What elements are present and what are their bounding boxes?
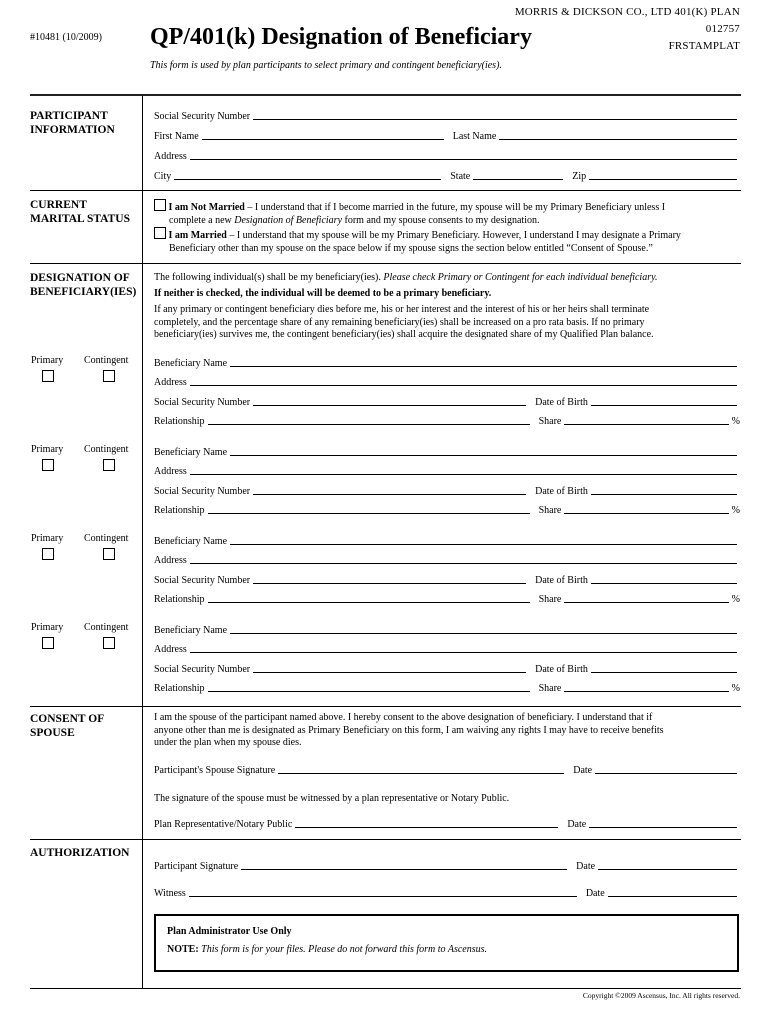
beneficiary-dob-label: Date of Birth — [535, 486, 588, 497]
participant-signature-label: Participant Signature — [154, 861, 239, 872]
witness-signature-row[interactable] — [154, 885, 740, 899]
beneficiary-ssn-field[interactable] — [253, 672, 526, 673]
witness-note: The signature of the spouse must be witnessed by a plan representative or Notary Public. — [154, 793, 510, 804]
beneficiary-share-field[interactable] — [564, 690, 728, 692]
beneficiary-relationship-label: Relationship — [154, 505, 205, 516]
not-married-label: I am Not Married — [168, 202, 245, 213]
beneficiary-name-field[interactable] — [230, 454, 737, 456]
beneficiary-share-label: Share — [538, 594, 562, 605]
beneficiary-name-label: Beneficiary Name — [154, 447, 228, 458]
designation-terms: If any primary or contingent beneficiary dies before me, his or her interest and the interest of his or her heirs shall terminate completely, and the percentage share of any remaining beneficiary(ies) shall be increased on a pro rata basis. If no primary beneficiary(ies) survives me, the contingent beneficiary(ies) shall acquire the designated share of my Qualified Plan balance. — [154, 304, 654, 340]
plan-number: 012757 — [705, 23, 740, 35]
beneficiary-dob-label: Date of Birth — [535, 575, 588, 586]
primary-checkbox-2[interactable] — [42, 459, 54, 471]
divider — [30, 988, 741, 989]
beneficiary-address-label: Address — [154, 377, 187, 388]
beneficiary-name-row-2[interactable] — [154, 444, 740, 458]
beneficiary-dob-label: Date of Birth — [535, 664, 588, 675]
beneficiary-ssn-field[interactable] — [253, 583, 526, 584]
beneficiary-relationship-field[interactable] — [208, 602, 530, 603]
ssn-label: Social Security Number — [154, 111, 251, 122]
not-married-option[interactable]: I am Not Married – I understand that if I become married in the future, my spouse will be my Primary Beneficiary unless I complete a new Designation of Beneficiary form and my spouse consents to my designation. — [154, 199, 740, 227]
plan-rep-signature-field[interactable] — [295, 827, 558, 828]
primary-checkbox-1[interactable] — [42, 370, 54, 382]
beneficiary-name-label: Beneficiary Name — [154, 625, 228, 636]
beneficiary-relationship-field[interactable] — [208, 691, 530, 692]
plan-rep-signature-row[interactable] — [154, 816, 740, 830]
admin-box-note: NOTE: This form is for your files. Please do not forward this form to Ascensus. — [167, 944, 488, 955]
primary-option-1[interactable]: Primary — [31, 355, 63, 366]
beneficiary-address-row-2[interactable] — [154, 463, 740, 477]
beneficiary-address-field[interactable] — [190, 651, 737, 653]
primary-option-3[interactable]: Primary — [31, 533, 63, 544]
primary-checkbox-3[interactable] — [42, 548, 54, 560]
beneficiary-ssn-field[interactable] — [253, 405, 526, 406]
beneficiary-ssn-dob-row-4[interactable] — [154, 661, 740, 675]
beneficiary-name-row-3[interactable] — [154, 533, 740, 547]
beneficiary-address-label: Address — [154, 555, 187, 566]
divider — [30, 190, 741, 191]
beneficiary-ssn-field[interactable] — [253, 494, 526, 495]
beneficiary-share-field[interactable] — [564, 512, 728, 514]
beneficiary-relationship-share-row-3[interactable] — [154, 591, 740, 605]
section-label-marital: CURRENT MARITAL STATUS — [30, 199, 131, 225]
beneficiary-address-row-4[interactable] — [154, 641, 740, 655]
beneficiary-share-field[interactable] — [564, 423, 728, 425]
beneficiary-address-row-3[interactable] — [154, 552, 740, 566]
beneficiary-address-row-1[interactable] — [154, 374, 740, 388]
spouse-date-field[interactable] — [595, 772, 737, 774]
beneficiary-name-label: Beneficiary Name — [154, 536, 228, 547]
name-fields[interactable] — [154, 128, 740, 142]
beneficiary-ssn-dob-row-3[interactable] — [154, 572, 740, 586]
beneficiary-ssn-label: Social Security Number — [154, 486, 251, 497]
beneficiary-dob-field[interactable] — [591, 671, 737, 673]
contingent-checkbox-3[interactable] — [103, 548, 115, 560]
beneficiary-address-label: Address — [154, 644, 187, 655]
plan-rep-date-field[interactable] — [589, 826, 737, 828]
state-label: State — [450, 171, 471, 182]
city-state-zip-fields[interactable] — [154, 168, 740, 182]
contingent-option-3[interactable]: Contingent — [84, 533, 128, 544]
married-checkbox[interactable] — [154, 227, 166, 239]
primary-checkbox-4[interactable] — [42, 637, 54, 649]
beneficiary-relationship-label: Relationship — [154, 594, 205, 605]
plan-header — [515, 4, 740, 55]
primary-option-2[interactable]: Primary — [31, 444, 63, 455]
married-label: I am Married — [168, 230, 227, 241]
ssn-field[interactable] — [154, 108, 740, 122]
beneficiary-relationship-share-row-4[interactable] — [154, 680, 740, 694]
participant-signature-row[interactable] — [154, 858, 740, 872]
zip-label: Zip — [572, 171, 587, 182]
designation-bold-note: If neither is checked, the individual will be deemed to be a primary beneficiary. — [154, 288, 492, 299]
beneficiary-share-field[interactable] — [564, 601, 728, 603]
zip-field[interactable] — [589, 178, 737, 180]
beneficiary-name-row-4[interactable] — [154, 622, 740, 636]
participant-date-field[interactable] — [598, 868, 737, 870]
witness-signature-field[interactable] — [189, 896, 577, 897]
beneficiary-name-field[interactable] — [230, 365, 737, 367]
form-number: #10481 (10/2009) — [30, 32, 102, 43]
address-label: Address — [154, 151, 187, 162]
contingent-option-4[interactable]: Contingent — [84, 622, 128, 633]
beneficiary-dob-field[interactable] — [591, 582, 737, 584]
witness-date-field[interactable] — [608, 895, 737, 897]
copyright: Copyright ©2009 Ascensus, Inc. All rights reserved. — [582, 991, 740, 1000]
section-label-consent: CONSENT OF SPOUSE — [30, 713, 105, 739]
divider — [30, 94, 741, 96]
consent-statement: I am the spouse of the participant named above. I hereby consent to the above designation of beneficiary. I understand that if anyone other than me is designated as Primary Beneficiary on this form, I am waiving any rights I may have to receive benefits under the plan when my spouse dies. — [154, 712, 664, 748]
last-name-field[interactable] — [499, 138, 737, 140]
last-name-label: Last Name — [452, 131, 497, 142]
beneficiary-name-label: Beneficiary Name — [154, 358, 228, 369]
company-plan-name: MORRIS & DICKSON CO., LTD 401(K) PLAN — [514, 6, 740, 18]
beneficiary-name-field[interactable] — [230, 543, 737, 545]
witness-date-label: Date — [585, 888, 605, 899]
beneficiary-ssn-label: Social Security Number — [154, 397, 251, 408]
not-married-checkbox[interactable] — [154, 199, 166, 211]
percent-sign: % — [731, 683, 740, 694]
beneficiary-share-label: Share — [538, 505, 562, 516]
divider — [30, 263, 741, 264]
divider — [30, 839, 741, 840]
beneficiary-name-row-1[interactable] — [154, 355, 740, 369]
beneficiary-address-field[interactable] — [190, 562, 737, 564]
form-code: FRSTAMPLAT — [668, 40, 740, 52]
contingent-option-1[interactable]: Contingent — [84, 355, 128, 366]
first-name-label: First Name — [154, 131, 199, 142]
spouse-signature-row[interactable] — [154, 762, 740, 776]
beneficiary-name-field[interactable] — [230, 632, 737, 634]
beneficiary-ssn-dob-row-1[interactable] — [154, 394, 740, 408]
primary-option-4[interactable]: Primary — [31, 622, 63, 633]
contingent-checkbox-1[interactable] — [103, 370, 115, 382]
admin-box-heading: Plan Administrator Use Only — [167, 926, 292, 937]
beneficiary-share-label: Share — [538, 416, 562, 427]
contingent-checkbox-4[interactable] — [103, 637, 115, 649]
beneficiary-dob-field[interactable] — [591, 493, 737, 495]
beneficiary-ssn-label: Social Security Number — [154, 575, 251, 586]
beneficiary-address-label: Address — [154, 466, 187, 477]
contingent-option-2[interactable]: Contingent — [84, 444, 128, 455]
section-label-authorization: AUTHORIZATION — [30, 847, 130, 859]
spouse-signature-field[interactable] — [278, 773, 564, 774]
plan-rep-label: Plan Representative/Notary Public — [154, 819, 293, 830]
section-label-participant: PARTICIPANT INFORMATION — [30, 110, 115, 136]
beneficiary-relationship-share-row-2[interactable] — [154, 502, 740, 516]
state-field[interactable] — [473, 179, 563, 180]
percent-sign: % — [731, 416, 740, 427]
participant-signature-field[interactable] — [241, 869, 567, 870]
beneficiary-relationship-field[interactable] — [208, 424, 530, 425]
beneficiary-relationship-label: Relationship — [154, 683, 205, 694]
section-label-designation: DESIGNATION OF BENEFICIARY(IES) — [30, 272, 137, 298]
page-subtitle: This form is used by plan participants to select primary and contingent beneficiary(ies). — [150, 60, 502, 71]
beneficiary-ssn-dob-row-2[interactable] — [154, 483, 740, 497]
page-title: QP/401(k) Designation of Beneficiary — [150, 24, 532, 50]
witness-label: Witness — [154, 888, 186, 899]
beneficiary-relationship-share-row-1[interactable] — [154, 413, 740, 427]
divider — [30, 706, 741, 707]
plan-rep-date-label: Date — [567, 819, 587, 830]
column-divider — [142, 96, 143, 989]
beneficiary-address-field[interactable] — [190, 473, 737, 475]
contingent-checkbox-2[interactable] — [103, 459, 115, 471]
beneficiary-dob-field[interactable] — [591, 404, 737, 406]
beneficiary-share-label: Share — [538, 683, 562, 694]
spouse-signature-label: Participant's Spouse Signature — [154, 765, 276, 776]
beneficiary-ssn-label: Social Security Number — [154, 664, 251, 675]
beneficiary-dob-label: Date of Birth — [535, 397, 588, 408]
beneficiary-relationship-label: Relationship — [154, 416, 205, 427]
participant-date-label: Date — [576, 861, 596, 872]
city-label: City — [154, 171, 172, 182]
spouse-date-label: Date — [573, 765, 593, 776]
beneficiary-relationship-field[interactable] — [208, 513, 530, 514]
plan-administrator-box — [154, 914, 739, 972]
beneficiary-address-field[interactable] — [190, 384, 737, 386]
address-field[interactable] — [154, 148, 740, 162]
married-option[interactable]: I am Married – I understand that my spouse will be my Primary Beneficiary. However, I understand I may designate a Primary Beneficiary other than my spouse on the space below if my spouse signs the section below entitled “Consent of Spouse.” — [154, 227, 740, 255]
city-field[interactable] — [174, 179, 441, 180]
first-name-field[interactable] — [202, 139, 444, 140]
percent-sign: % — [731, 505, 740, 516]
designation-intro: The following individual(s) shall be my beneficiary(ies). Please check Primary or Contingent for each individual beneficiary. — [154, 272, 658, 283]
percent-sign: % — [731, 594, 740, 605]
